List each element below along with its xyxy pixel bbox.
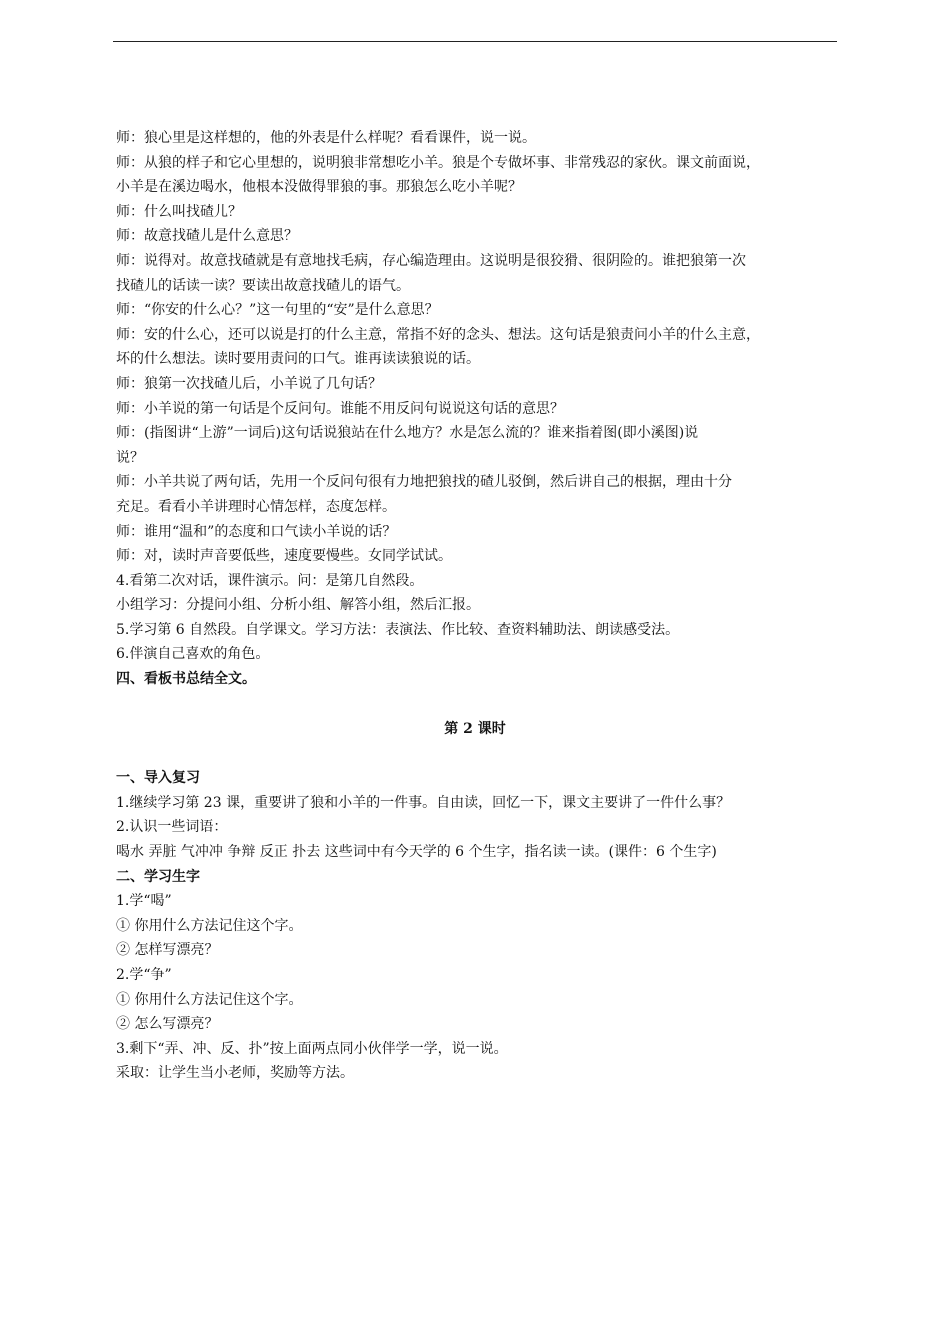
section-heading-summary: 四、看板书总结全文。 — [116, 671, 256, 688]
lesson-title: 第 2 课时 — [444, 720, 506, 737]
text-line: 师：什么叫找碴儿？ — [116, 203, 242, 220]
spacer — [116, 692, 842, 717]
text-line: ② 怎样写漂亮？ — [116, 942, 219, 959]
text-line: 5.学习第 6 自然段。自学课文。学习方法：表演法、作比较、查资料辅助法、朗读感受法。 — [116, 621, 680, 638]
text-line: 坏的什么想法。读时要用责问的口气。谁再读读狼说的话。 — [116, 351, 480, 368]
text-line: 6.伴演自己喜欢的角色。 — [116, 646, 270, 663]
text-line: 师：说得对。故意找碴就是有意地找毛病，存心编造理由。这说明是很狡猾、很阴险的。谁把狼第一次 — [116, 252, 746, 269]
text-line: 师：小羊共说了两句话，先用一个反问句很有力地把狼找的碴儿驳倒，然后讲自己的根据，理由十分 — [116, 474, 732, 491]
text-line: 师：狼心里是这样想的，他的外表是什么样呢？看看课件，说一说。 — [116, 130, 536, 146]
text-line: 小组学习：分提问小组、分析小组、解答小组，然后汇报。 — [116, 597, 480, 614]
spacer — [116, 741, 842, 766]
text-line: ① 你用什么方法记住这个字。 — [116, 991, 303, 1008]
text-line: 3.剩下“弄、冲、反、扑”按上面两点同小伙伴学一学，说一说。 — [116, 1040, 508, 1057]
text-line: 1.学“喝” — [116, 893, 172, 910]
text-line: 师：“你安的什么心？”这一句里的“安”是什么意思？ — [116, 302, 439, 319]
text-line: 师：谁用“温和”的态度和口气读小羊说的话？ — [116, 523, 397, 540]
text-line: 师：故意找碴儿是什么意思？ — [116, 228, 298, 245]
text-line: 找碴儿的话读一读？要读出故意找碴儿的语气。 — [116, 277, 410, 294]
text-line: 师：安的什么心，还可以说是打的什么主意，常指不好的念头、想法。这句话是狼责问小羊的什么主意， — [116, 326, 760, 343]
text-line: 充足。看看小羊讲理时心情怎样，态度怎样。 — [116, 498, 396, 515]
section-heading-characters: 二、学习生字 — [116, 868, 200, 885]
vocabulary-line: 喝水 弄脏 气冲冲 争辩 反正 扑去 这些词中有今天学的 6 个生字，指名读一读。(课件：6 个生字) — [116, 844, 717, 861]
text-line: 师：(指图讲“上游”一词后)这句话说狼站在什么地方？水是怎么流的？谁来指着图(即小溪图)说 — [116, 425, 699, 442]
section-heading-review: 一、导入复习 — [116, 770, 200, 787]
document-body — [116, 126, 842, 1086]
text-line: 师：小羊说的第一句话是个反问句。谁能不用反问句说说这句话的意思？ — [116, 400, 564, 417]
text-line: 2.认识一些词语： — [116, 819, 228, 836]
text-line: 1.继续学习第 23 课，重要讲了狼和小羊的一件事。自由读，回忆一下，课文主要讲了一件什么事？ — [116, 794, 731, 811]
text-line: 师：狼第一次找碴儿后，小羊说了几句话？ — [116, 375, 382, 392]
text-line: ② 怎么写漂亮？ — [116, 1016, 219, 1033]
text-line: 2.学“争” — [116, 967, 172, 983]
text-line: 4.看第二次对话，课件演示。问：是第几自然段。 — [116, 572, 424, 589]
text-line: 小羊是在溪边喝水，他根本没做得罪狼的事。那狼怎么吃小羊呢？ — [116, 179, 522, 196]
header-rule — [113, 41, 837, 42]
text-line: ① 你用什么方法记住这个字。 — [116, 917, 303, 934]
text-line: 说？ — [116, 449, 144, 466]
text-line: 采取：让学生当小老师，奖励等方法。 — [116, 1065, 354, 1082]
text-line: 师：对，读时声音要低些，速度要慢些。女同学试试。 — [116, 548, 452, 565]
text-line: 师：从狼的样子和它心里想的，说明狼非常想吃小羊。狼是个专做坏事、非常残忍的家伙。课文前面说， — [116, 154, 760, 171]
